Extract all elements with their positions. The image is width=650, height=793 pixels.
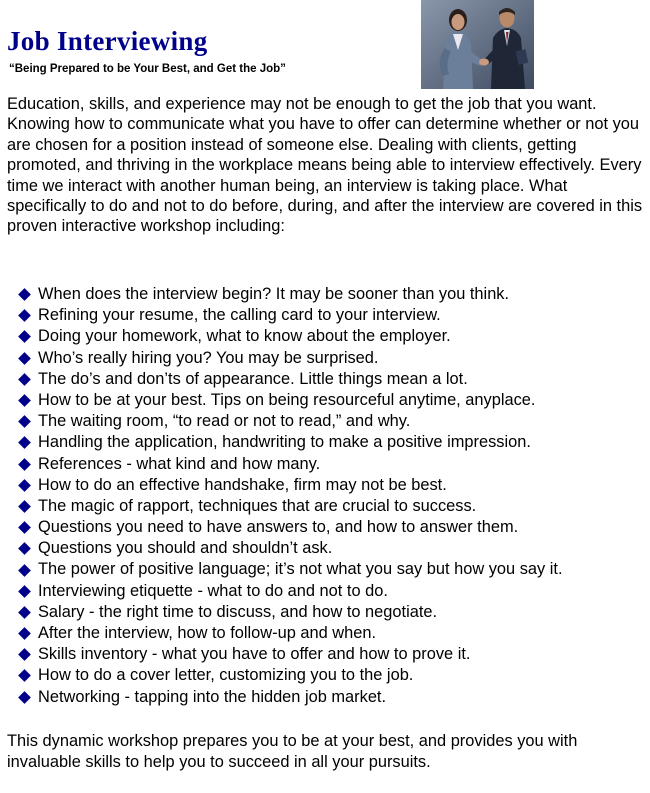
topic-text: How to do a cover letter, customizing you to the job.	[38, 666, 414, 685]
list-item	[18, 581, 563, 602]
topic-text: Questions you need to have answers to, and how to answer them.	[38, 518, 519, 537]
list-item	[18, 348, 563, 369]
topic-text: Who’s really hiring you? You may be surprised.	[38, 348, 379, 367]
diamond-bullet-icon	[18, 437, 31, 450]
list-item	[18, 496, 563, 517]
diamond-bullet-icon	[18, 394, 31, 407]
topic-text: Doing your homework, what to know about the employer.	[38, 327, 451, 346]
intro-paragraph: Education, skills, and experience may not be enough to get the job that you want. Knowing how to communicate what you have to offer can determine whether or not you are chosen for a position instead of someone else. Dealing with clients, getting promoted, and thriving in the workplace means being able to interview effectively. Every time we interact with another human being, an interview is taking place. What specifically to do and not to do before, during, and after the interview are covered in this proven interactive workshop including:	[7, 95, 643, 236]
diamond-bullet-icon	[18, 415, 31, 428]
diamond-bullet-icon	[18, 542, 31, 555]
topic-text: Handling the application, handwriting to make a positive impression.	[38, 433, 531, 452]
topic-text: Questions you should and shouldn’t ask.	[38, 539, 333, 558]
handshake-photo	[421, 0, 534, 89]
diamond-bullet-icon	[18, 627, 31, 640]
list-item	[18, 517, 563, 538]
list-item	[18, 454, 563, 475]
diamond-bullet-icon	[18, 670, 31, 683]
closing-paragraph: This dynamic workshop prepares you to be at your best, and provides you with invaluable skills to help you to succeed in all your pursuits.	[7, 732, 578, 771]
list-item	[18, 305, 563, 326]
diamond-bullet-icon	[18, 500, 31, 513]
diamond-bullet-icon	[18, 352, 31, 365]
list-item	[18, 369, 563, 390]
topic-text: The do’s and don’ts of appearance. Little things mean a lot.	[38, 369, 468, 388]
topic-text: Salary - the right time to discuss, and how to negotiate.	[38, 602, 438, 621]
list-item	[18, 623, 563, 644]
topic-list	[18, 284, 563, 708]
topic-text: Skills inventory - what you have to offer and how to prove it.	[38, 645, 471, 664]
topic-text: How to do an effective handshake, firm may not be best.	[38, 475, 447, 494]
topic-text: Interviewing etiquette - what to do and not to do.	[38, 581, 388, 600]
diamond-bullet-icon	[18, 585, 31, 598]
diamond-bullet-icon	[18, 648, 31, 661]
list-item	[18, 665, 563, 686]
topic-text: After the interview, how to follow-up and when.	[38, 624, 377, 642]
topic-text: Networking - tapping into the hidden job market.	[38, 687, 387, 706]
list-item	[18, 602, 563, 623]
topic-text: The waiting room, “to read or not to read,” and why.	[38, 412, 411, 431]
diamond-bullet-icon	[18, 458, 31, 471]
topic-text: When does the interview begin? It may be sooner than you think.	[38, 285, 510, 303]
topic-text: Refining your resume, the calling card to your interview.	[38, 306, 441, 325]
list-item	[18, 559, 563, 580]
list-item	[18, 538, 563, 559]
list-item	[18, 390, 563, 411]
diamond-bullet-icon	[18, 331, 31, 344]
list-item	[18, 687, 563, 708]
list-item	[18, 411, 563, 432]
diamond-bullet-icon	[18, 309, 31, 322]
diamond-bullet-icon	[18, 521, 31, 534]
list-item	[18, 432, 563, 453]
topic-text: The magic of rapport, techniques that are crucial to success.	[38, 496, 477, 515]
diamond-bullet-icon	[18, 691, 31, 704]
diamond-bullet-icon	[18, 479, 31, 492]
list-item	[18, 326, 563, 347]
diamond-bullet-icon	[18, 564, 31, 577]
page-subtitle: “Being Prepared to be Your Best, and Get the Job”	[9, 63, 286, 75]
list-item	[18, 475, 563, 496]
topic-text: How to be at your best. Tips on being resourceful anytime, anyplace.	[38, 390, 536, 409]
diamond-bullet-icon	[18, 373, 31, 386]
topic-text: References - what kind and how many.	[38, 454, 321, 473]
diamond-bullet-icon	[18, 606, 31, 619]
topic-text: The power of positive language; it’s not what you say but how you say it.	[38, 560, 563, 579]
list-item	[18, 644, 563, 665]
page-title: Job Interviewing	[7, 26, 208, 56]
list-item	[18, 284, 563, 305]
diamond-bullet-icon	[18, 288, 31, 301]
